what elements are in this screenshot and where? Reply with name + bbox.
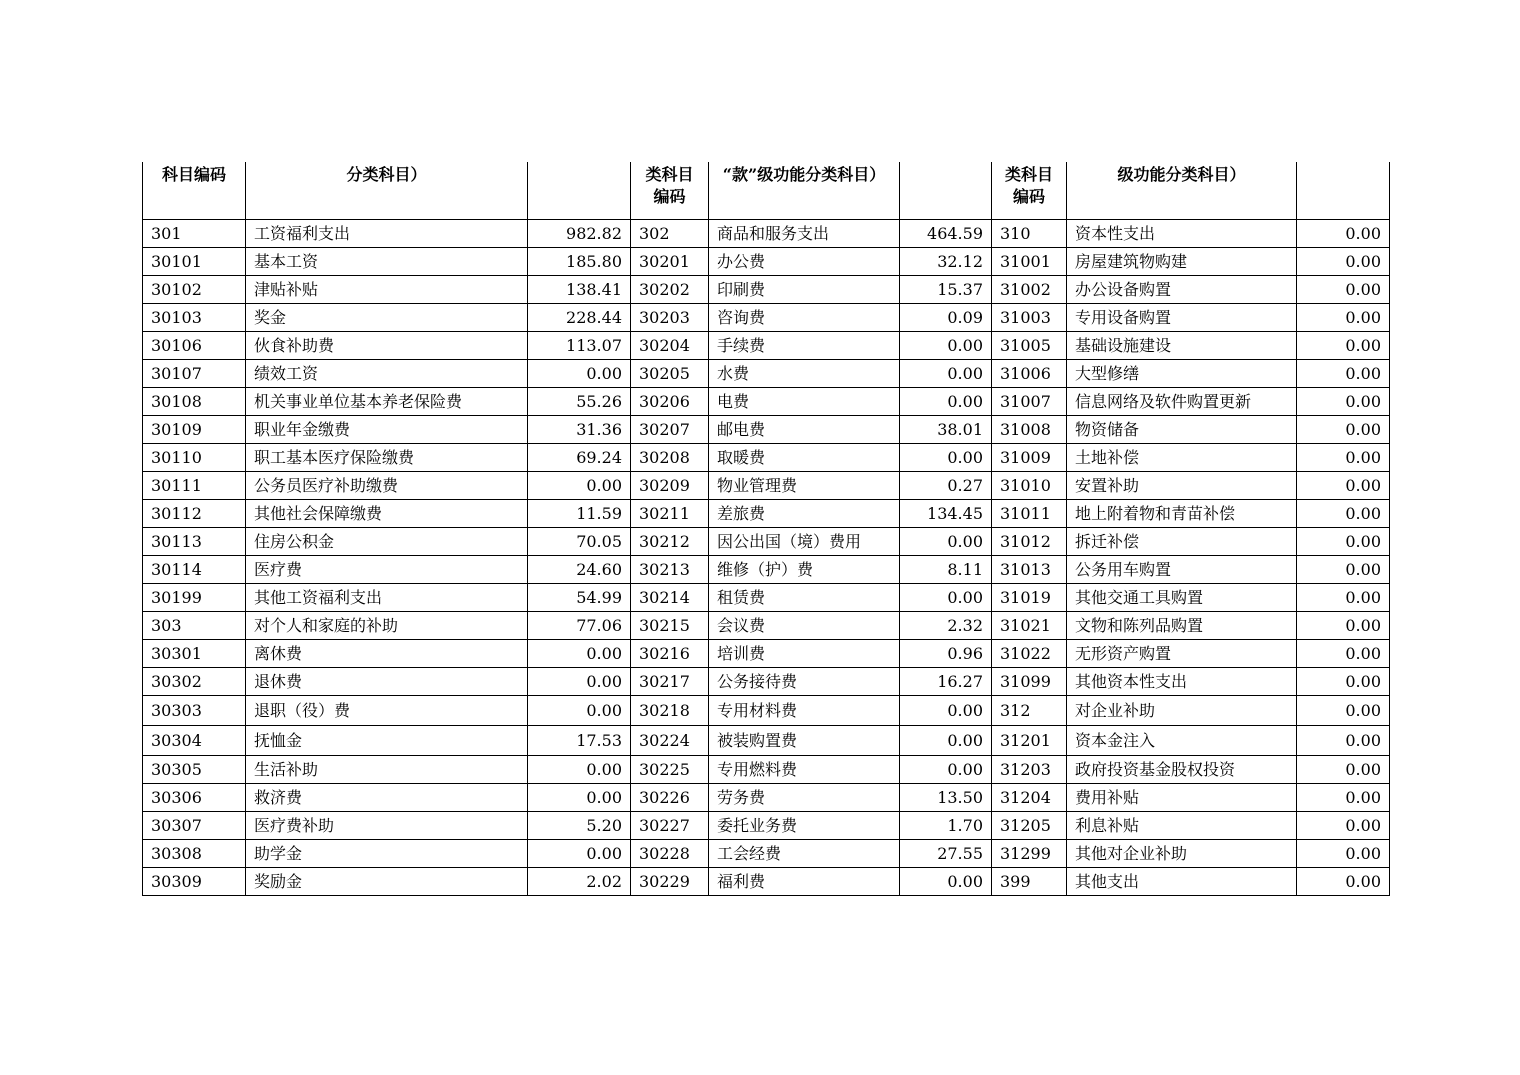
amount-cell-1: 5.20: [528, 812, 631, 840]
code-cell-1: 30303: [143, 696, 246, 726]
name-cell-3: 政府投资基金股权投资: [1067, 756, 1297, 784]
name-cell-3: 基础设施建设: [1067, 332, 1297, 360]
header-amount-1: [528, 162, 631, 220]
table-row: [143, 612, 1390, 640]
code-cell-2: 30204: [631, 332, 709, 360]
code-cell-3: 31021: [992, 612, 1067, 640]
amount-cell-2: 1.70: [900, 812, 992, 840]
code-cell-2: 30216: [631, 640, 709, 668]
amount-cell-3: 0.00: [1297, 248, 1390, 276]
amount-cell-1: 0.00: [528, 640, 631, 668]
name-cell-1: 医疗费: [246, 556, 528, 584]
name-cell-2: 因公出国（境）费用: [709, 528, 900, 556]
code-cell-1: 30103: [143, 304, 246, 332]
amount-cell-3: 0.00: [1297, 584, 1390, 612]
table-row: [143, 276, 1390, 304]
code-cell-2: 30202: [631, 276, 709, 304]
amount-cell-2: 0.27: [900, 472, 992, 500]
amount-cell-2: 27.55: [900, 840, 992, 868]
code-cell-1: 301: [143, 220, 246, 248]
amount-cell-2: 0.00: [900, 696, 992, 726]
code-cell-2: 30227: [631, 812, 709, 840]
code-cell-3: 31203: [992, 756, 1067, 784]
code-cell-1: 30306: [143, 784, 246, 812]
name-cell-2: 专用燃料费: [709, 756, 900, 784]
code-cell-3: 31022: [992, 640, 1067, 668]
name-cell-2: 租赁费: [709, 584, 900, 612]
name-cell-3: 费用补贴: [1067, 784, 1297, 812]
code-cell-3: 31003: [992, 304, 1067, 332]
amount-cell-3: 0.00: [1297, 472, 1390, 500]
name-cell-1: 奖金: [246, 304, 528, 332]
code-cell-1: 30110: [143, 444, 246, 472]
amount-cell-3: 0.00: [1297, 220, 1390, 248]
amount-cell-3: 0.00: [1297, 332, 1390, 360]
code-cell-1: 30101: [143, 248, 246, 276]
table-row: [143, 756, 1390, 784]
code-cell-2: 30213: [631, 556, 709, 584]
code-cell-2: 30228: [631, 840, 709, 868]
amount-cell-1: 31.36: [528, 416, 631, 444]
code-cell-2: 30206: [631, 388, 709, 416]
code-cell-3: 312: [992, 696, 1067, 726]
amount-cell-2: 15.37: [900, 276, 992, 304]
name-cell-2: 劳务费: [709, 784, 900, 812]
name-cell-1: 津贴补贴: [246, 276, 528, 304]
amount-cell-2: 0.96: [900, 640, 992, 668]
header-amount-3: [1297, 162, 1390, 220]
amount-cell-3: 0.00: [1297, 612, 1390, 640]
header-amount-2: [900, 162, 992, 220]
name-cell-1: 医疗费补助: [246, 812, 528, 840]
name-cell-2: 取暖费: [709, 444, 900, 472]
header-name-1: 分类科目）: [246, 162, 528, 220]
table-row: [143, 416, 1390, 444]
name-cell-2: 电费: [709, 388, 900, 416]
amount-cell-3: 0.00: [1297, 528, 1390, 556]
amount-cell-3: 0.00: [1297, 784, 1390, 812]
amount-cell-2: 0.00: [900, 332, 992, 360]
name-cell-2: 商品和服务支出: [709, 220, 900, 248]
table-row: [143, 360, 1390, 388]
code-cell-2: 30205: [631, 360, 709, 388]
amount-cell-1: 0.00: [528, 696, 631, 726]
amount-cell-2: 0.09: [900, 304, 992, 332]
amount-cell-1: 113.07: [528, 332, 631, 360]
code-cell-1: 30108: [143, 388, 246, 416]
amount-cell-1: 17.53: [528, 726, 631, 756]
name-cell-3: 专用设备购置: [1067, 304, 1297, 332]
amount-cell-1: 982.82: [528, 220, 631, 248]
name-cell-3: 利息补贴: [1067, 812, 1297, 840]
table-row: [143, 784, 1390, 812]
table-row: [143, 304, 1390, 332]
code-cell-2: 30208: [631, 444, 709, 472]
code-cell-1: 30102: [143, 276, 246, 304]
name-cell-1: 对个人和家庭的补助: [246, 612, 528, 640]
name-cell-1: 绩效工资: [246, 360, 528, 388]
code-cell-3: 31019: [992, 584, 1067, 612]
code-cell-1: 30199: [143, 584, 246, 612]
amount-cell-2: 0.00: [900, 528, 992, 556]
name-cell-1: 职工基本医疗保险缴费: [246, 444, 528, 472]
code-cell-3: 31011: [992, 500, 1067, 528]
code-cell-2: 30207: [631, 416, 709, 444]
name-cell-3: 办公设备购置: [1067, 276, 1297, 304]
name-cell-1: 其他社会保障缴费: [246, 500, 528, 528]
name-cell-2: 印刷费: [709, 276, 900, 304]
code-cell-1: 30302: [143, 668, 246, 696]
name-cell-1: 救济费: [246, 784, 528, 812]
name-cell-2: 培训费: [709, 640, 900, 668]
amount-cell-3: 0.00: [1297, 868, 1390, 896]
amount-cell-2: 134.45: [900, 500, 992, 528]
table-row: [143, 472, 1390, 500]
code-cell-2: 30225: [631, 756, 709, 784]
name-cell-1: 伙食补助费: [246, 332, 528, 360]
amount-cell-1: 0.00: [528, 668, 631, 696]
code-cell-1: 30112: [143, 500, 246, 528]
code-cell-1: 30109: [143, 416, 246, 444]
name-cell-3: 拆迁补偿: [1067, 528, 1297, 556]
table-row: [143, 584, 1390, 612]
name-cell-1: 抚恤金: [246, 726, 528, 756]
table-row: [143, 668, 1390, 696]
name-cell-3: 安置补助: [1067, 472, 1297, 500]
amount-cell-3: 0.00: [1297, 416, 1390, 444]
name-cell-2: 维修（护）费: [709, 556, 900, 584]
amount-cell-2: 0.00: [900, 868, 992, 896]
name-cell-1: 退休费: [246, 668, 528, 696]
amount-cell-2: 0.00: [900, 584, 992, 612]
name-cell-3: 物资储备: [1067, 416, 1297, 444]
code-cell-2: 30203: [631, 304, 709, 332]
table-row: [143, 500, 1390, 528]
code-cell-3: 31099: [992, 668, 1067, 696]
code-cell-2: 30215: [631, 612, 709, 640]
code-cell-3: 31204: [992, 784, 1067, 812]
code-cell-1: 30305: [143, 756, 246, 784]
name-cell-1: 住房公积金: [246, 528, 528, 556]
name-cell-3: 资本金注入: [1067, 726, 1297, 756]
table-row: [143, 556, 1390, 584]
code-cell-3: 31012: [992, 528, 1067, 556]
code-cell-2: 30201: [631, 248, 709, 276]
code-cell-3: 31201: [992, 726, 1067, 756]
code-cell-2: 30224: [631, 726, 709, 756]
amount-cell-3: 0.00: [1297, 756, 1390, 784]
name-cell-1: 生活补助: [246, 756, 528, 784]
header-code-3: 类科目编码: [992, 162, 1067, 220]
amount-cell-3: 0.00: [1297, 640, 1390, 668]
name-cell-2: 被装购置费: [709, 726, 900, 756]
name-cell-2: 咨询费: [709, 304, 900, 332]
name-cell-1: 离休费: [246, 640, 528, 668]
code-cell-1: 30308: [143, 840, 246, 868]
code-cell-1: 30111: [143, 472, 246, 500]
name-cell-3: 其他支出: [1067, 868, 1297, 896]
code-cell-1: 30304: [143, 726, 246, 756]
amount-cell-2: 32.12: [900, 248, 992, 276]
table-row: [143, 868, 1390, 896]
amount-cell-2: 0.00: [900, 388, 992, 416]
code-cell-1: 30301: [143, 640, 246, 668]
amount-cell-3: 0.00: [1297, 360, 1390, 388]
table-row: [143, 332, 1390, 360]
name-cell-1: 机关事业单位基本养老保险费: [246, 388, 528, 416]
table-header-row: [143, 162, 1390, 220]
code-cell-3: 399: [992, 868, 1067, 896]
table-row: [143, 220, 1390, 248]
code-cell-2: 30209: [631, 472, 709, 500]
name-cell-3: 无形资产购置: [1067, 640, 1297, 668]
amount-cell-1: 0.00: [528, 840, 631, 868]
name-cell-2: 公务接待费: [709, 668, 900, 696]
amount-cell-3: 0.00: [1297, 276, 1390, 304]
amount-cell-3: 0.00: [1297, 696, 1390, 726]
name-cell-1: 公务员医疗补助缴费: [246, 472, 528, 500]
name-cell-1: 其他工资福利支出: [246, 584, 528, 612]
amount-cell-2: 38.01: [900, 416, 992, 444]
code-cell-3: 31299: [992, 840, 1067, 868]
code-cell-3: 31205: [992, 812, 1067, 840]
code-cell-1: 30106: [143, 332, 246, 360]
amount-cell-3: 0.00: [1297, 500, 1390, 528]
name-cell-2: 水费: [709, 360, 900, 388]
header-name-3: 级功能分类科目）: [1067, 162, 1297, 220]
amount-cell-1: 77.06: [528, 612, 631, 640]
name-cell-2: 会议费: [709, 612, 900, 640]
amount-cell-2: 13.50: [900, 784, 992, 812]
amount-cell-1: 70.05: [528, 528, 631, 556]
header-code-1: 科目编码: [143, 162, 246, 220]
table-row: [143, 248, 1390, 276]
name-cell-3: 文物和陈列品购置: [1067, 612, 1297, 640]
amount-cell-3: 0.00: [1297, 840, 1390, 868]
code-cell-1: 30307: [143, 812, 246, 840]
amount-cell-3: 0.00: [1297, 556, 1390, 584]
name-cell-3: 其他交通工具购置: [1067, 584, 1297, 612]
table-row: [143, 726, 1390, 756]
header-name-2: “款”级功能分类科目）: [709, 162, 900, 220]
amount-cell-3: 0.00: [1297, 304, 1390, 332]
name-cell-3: 对企业补助: [1067, 696, 1297, 726]
name-cell-3: 房屋建筑物购建: [1067, 248, 1297, 276]
expenditure-table: [142, 162, 1390, 896]
amount-cell-1: 0.00: [528, 360, 631, 388]
amount-cell-1: 11.59: [528, 500, 631, 528]
amount-cell-2: 0.00: [900, 726, 992, 756]
code-cell-3: 31005: [992, 332, 1067, 360]
name-cell-2: 手续费: [709, 332, 900, 360]
table-row: [143, 640, 1390, 668]
code-cell-1: 303: [143, 612, 246, 640]
amount-cell-2: 0.00: [900, 360, 992, 388]
name-cell-2: 办公费: [709, 248, 900, 276]
name-cell-3: 公务用车购置: [1067, 556, 1297, 584]
code-cell-2: 30211: [631, 500, 709, 528]
code-cell-2: 30217: [631, 668, 709, 696]
table-row: [143, 444, 1390, 472]
amount-cell-2: 0.00: [900, 444, 992, 472]
code-cell-2: 30212: [631, 528, 709, 556]
name-cell-1: 职业年金缴费: [246, 416, 528, 444]
table-body: [143, 220, 1390, 896]
name-cell-3: 大型修缮: [1067, 360, 1297, 388]
code-cell-3: 31013: [992, 556, 1067, 584]
code-cell-3: 31010: [992, 472, 1067, 500]
name-cell-3: 信息网络及软件购置更新: [1067, 388, 1297, 416]
amount-cell-1: 69.24: [528, 444, 631, 472]
amount-cell-1: 55.26: [528, 388, 631, 416]
amount-cell-3: 0.00: [1297, 726, 1390, 756]
code-cell-2: 30214: [631, 584, 709, 612]
code-cell-2: 30226: [631, 784, 709, 812]
amount-cell-2: 16.27: [900, 668, 992, 696]
code-cell-3: 31002: [992, 276, 1067, 304]
name-cell-3: 其他对企业补助: [1067, 840, 1297, 868]
amount-cell-1: 138.41: [528, 276, 631, 304]
amount-cell-1: 185.80: [528, 248, 631, 276]
table-row: [143, 388, 1390, 416]
amount-cell-3: 0.00: [1297, 444, 1390, 472]
amount-cell-1: 24.60: [528, 556, 631, 584]
name-cell-2: 物业管理费: [709, 472, 900, 500]
amount-cell-3: 0.00: [1297, 812, 1390, 840]
name-cell-1: 退职（役）费: [246, 696, 528, 726]
amount-cell-2: 8.11: [900, 556, 992, 584]
name-cell-2: 委托业务费: [709, 812, 900, 840]
code-cell-1: 30114: [143, 556, 246, 584]
amount-cell-2: 0.00: [900, 756, 992, 784]
code-cell-3: 31009: [992, 444, 1067, 472]
name-cell-2: 福利费: [709, 868, 900, 896]
table-row: [143, 528, 1390, 556]
amount-cell-1: 2.02: [528, 868, 631, 896]
table-row: [143, 812, 1390, 840]
code-cell-3: 31007: [992, 388, 1067, 416]
amount-cell-3: 0.00: [1297, 668, 1390, 696]
name-cell-1: 基本工资: [246, 248, 528, 276]
code-cell-2: 30229: [631, 868, 709, 896]
header-code-2: 类科目编码: [631, 162, 709, 220]
name-cell-3: 土地补偿: [1067, 444, 1297, 472]
amount-cell-2: 2.32: [900, 612, 992, 640]
amount-cell-1: 0.00: [528, 756, 631, 784]
name-cell-2: 邮电费: [709, 416, 900, 444]
amount-cell-1: 228.44: [528, 304, 631, 332]
name-cell-1: 奖励金: [246, 868, 528, 896]
table-row: [143, 696, 1390, 726]
table-row: [143, 840, 1390, 868]
code-cell-3: 31006: [992, 360, 1067, 388]
name-cell-3: 资本性支出: [1067, 220, 1297, 248]
name-cell-1: 工资福利支出: [246, 220, 528, 248]
name-cell-2: 工会经费: [709, 840, 900, 868]
code-cell-3: 310: [992, 220, 1067, 248]
code-cell-2: 302: [631, 220, 709, 248]
code-cell-3: 31008: [992, 416, 1067, 444]
amount-cell-3: 0.00: [1297, 388, 1390, 416]
name-cell-2: 专用材料费: [709, 696, 900, 726]
code-cell-1: 30113: [143, 528, 246, 556]
name-cell-2: 差旅费: [709, 500, 900, 528]
name-cell-1: 助学金: [246, 840, 528, 868]
code-cell-3: 31001: [992, 248, 1067, 276]
code-cell-1: 30107: [143, 360, 246, 388]
amount-cell-2: 464.59: [900, 220, 992, 248]
name-cell-3: 其他资本性支出: [1067, 668, 1297, 696]
name-cell-3: 地上附着物和青苗补偿: [1067, 500, 1297, 528]
amount-cell-1: 0.00: [528, 784, 631, 812]
amount-cell-1: 54.99: [528, 584, 631, 612]
code-cell-1: 30309: [143, 868, 246, 896]
amount-cell-1: 0.00: [528, 472, 631, 500]
code-cell-2: 30218: [631, 696, 709, 726]
